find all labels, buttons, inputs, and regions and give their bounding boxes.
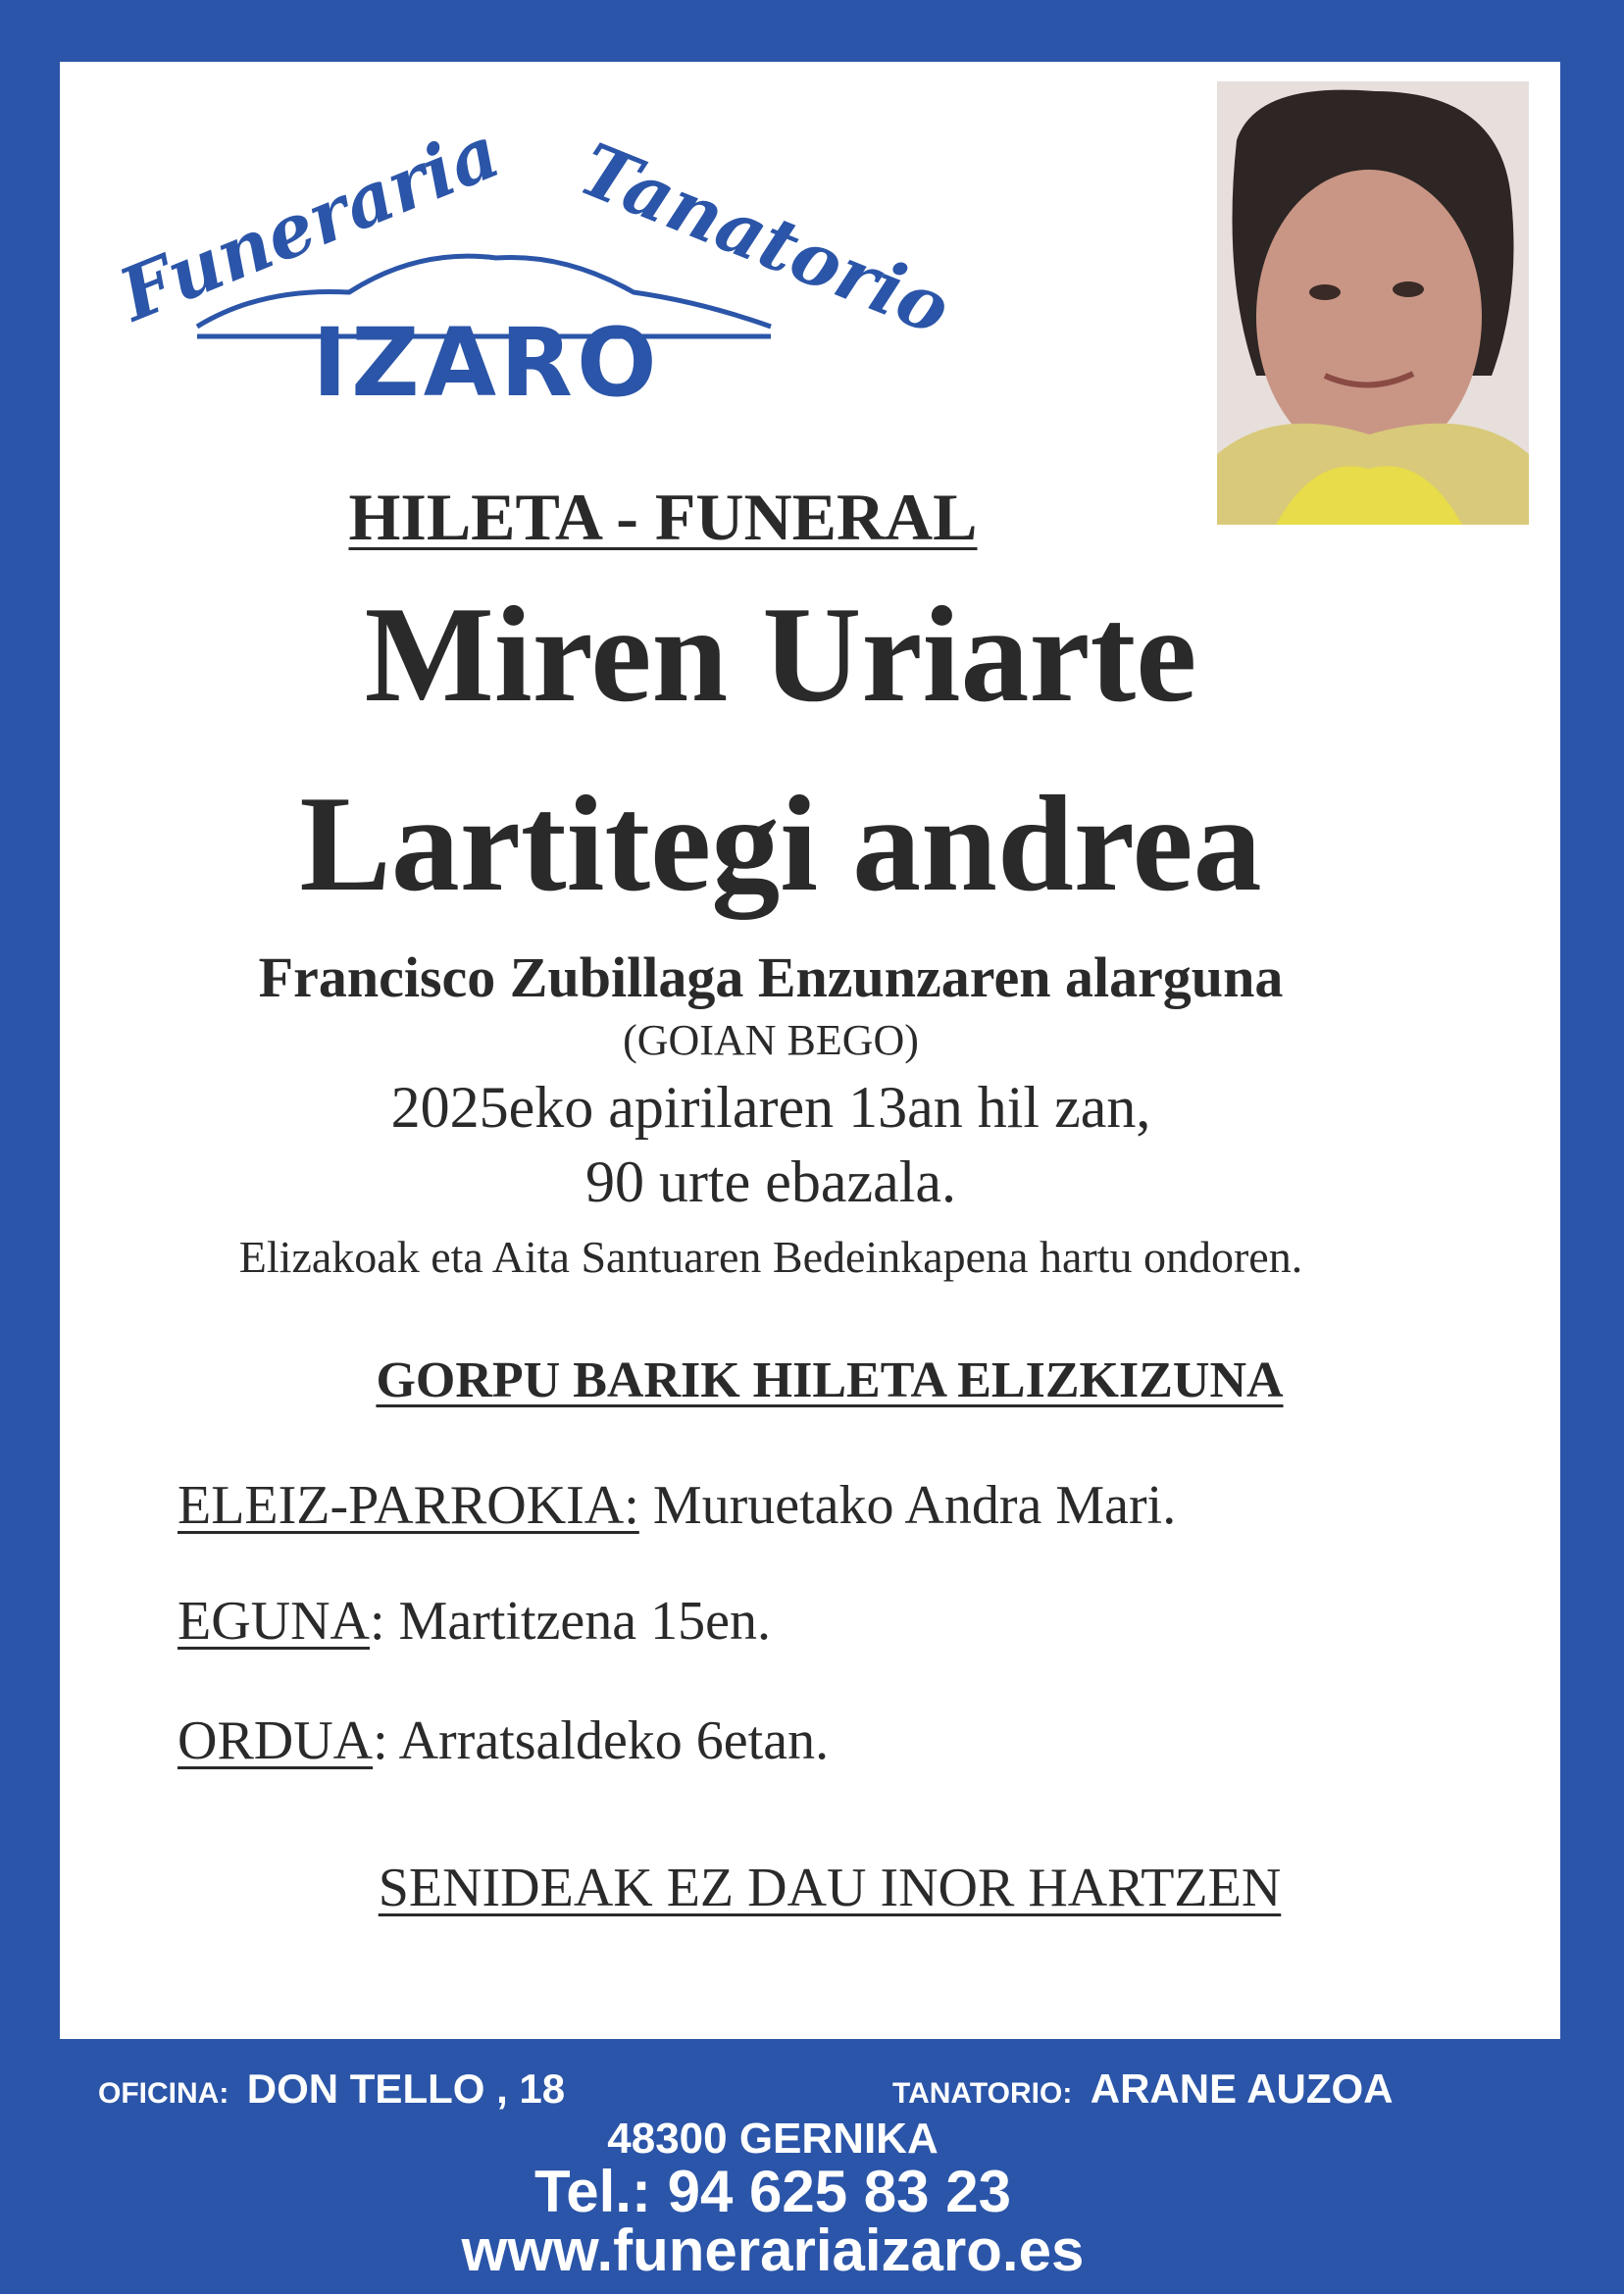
website-link[interactable]: www.funerariaizaro.es [461,2218,1085,2283]
office-value: DON TELLO , 18 [246,2065,566,2112]
phone-text: Tel.: 94 625 83 23 [534,2159,1011,2224]
tanatorio-value: ARANE AUZOA [1090,2065,1394,2112]
day-label: EGUNA [178,1591,370,1652]
church-row [178,1474,1176,1537]
widow-of-text: Francisco Zubillaga Enzunzaren alarguna [258,945,1284,1009]
tanatorio-label: TANATORIO: [892,2077,1073,2110]
office-row [98,2065,565,2113]
time-label: ORDUA [178,1710,374,1771]
sacraments-text: Elizakoak eta Aita Santuaren Bedeinkapena hartu ondoren. [238,1232,1303,1282]
time-row [178,1709,829,1772]
logo-izaro-text: IZARO [312,308,661,418]
day-value: : Martitzena 15en. [369,1591,771,1652]
family-note: SENIDEAK EZ DAU INOR HARTZEN [378,1858,1282,1918]
service-heading: GORPU BARIK HILETA ELIZKIZUNA [376,1352,1284,1408]
city-text: 48300 GERNIKA [607,2115,939,2163]
logo-funeraria-text: Funeraria [108,110,511,338]
obituary-sheet [60,62,1560,2039]
goian-bego-text: (GOIAN BEGO) [623,1016,919,1064]
time-value: : Arratsaldeko 6etan. [373,1710,830,1771]
death-date-text: 2025eko apirilaren 13an hil zan, [390,1075,1151,1140]
funeraria-izaro-logo [104,91,962,444]
office-label: OFICINA: [98,2077,229,2110]
deceased-portrait-photo [1217,81,1529,525]
age-text: 90 urte ebazala. [584,1149,957,1214]
portrait-icon [1217,81,1529,525]
church-value: Muruetako Andra Mari. [638,1475,1177,1536]
day-row [178,1590,771,1653]
logo-tanatorio-text: Tanatorio [568,127,962,352]
footer-contact [0,2040,1624,2294]
funeral-title: HILETA - FUNERAL [348,480,978,554]
tanatorio-row [892,2065,1394,2113]
deceased-name-line2: Lartitegi andrea [299,768,1262,920]
church-label: ELEIZ-PARROKIA: [178,1475,639,1536]
deceased-name-line1: Miren Uriarte [364,579,1197,731]
